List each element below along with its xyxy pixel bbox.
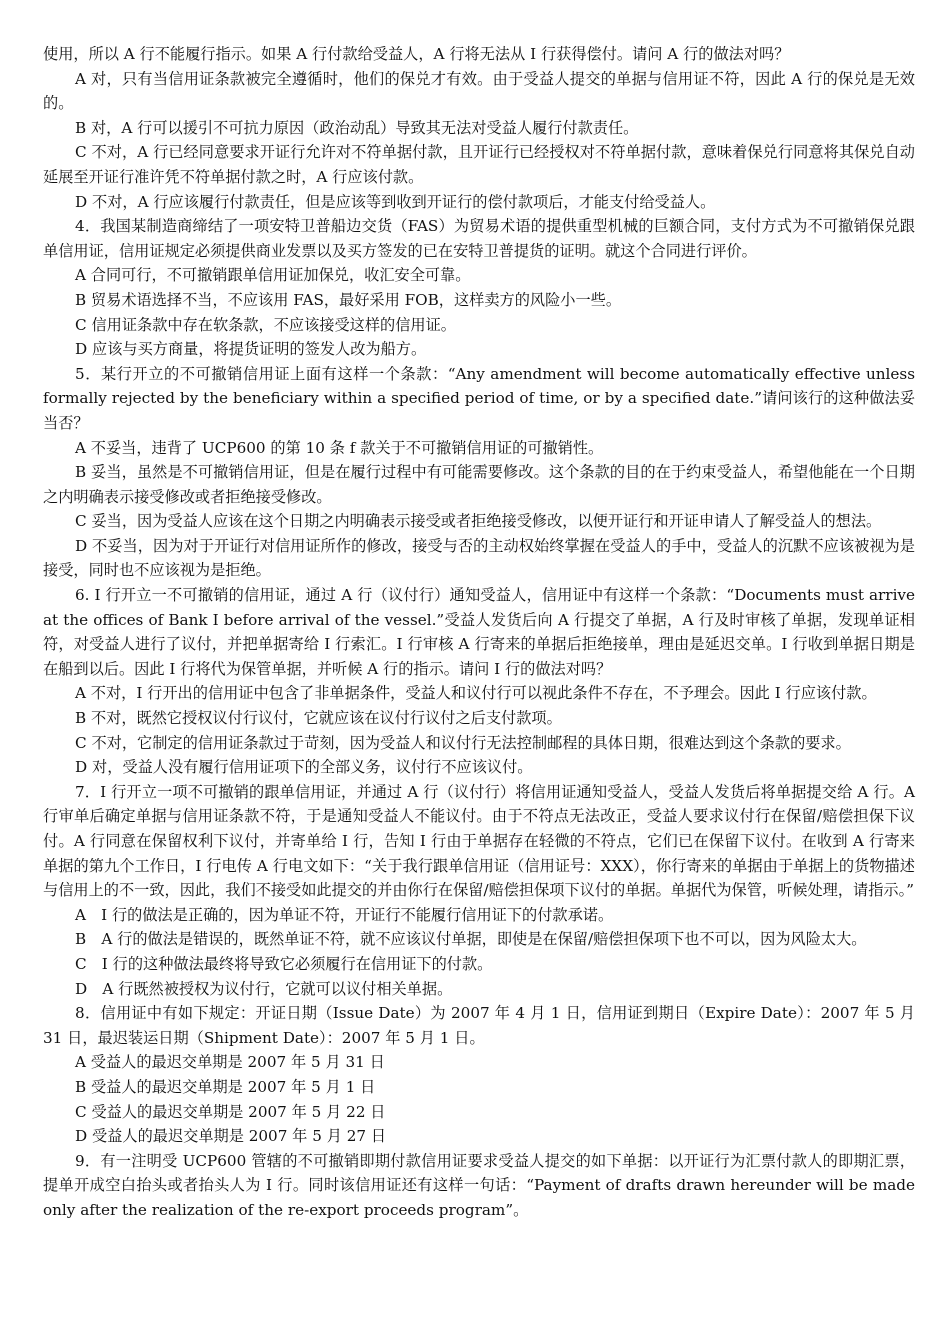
option-5a: A 不妥当，违背了 UCP600 的第 10 条 f 款关于不可撤销信用证的可撤销性。: [75, 438, 604, 457]
option-6c: C 不对，它制定的信用证条款过于苛刻，因为受益人和议付行无法控制邮程的具体日期，很难达到这个条款的要求。: [75, 733, 851, 752]
document-page: [43, 42, 915, 1223]
option-8c: C 受益人的最迟交单期是 2007 年 5 月 22 日: [75, 1102, 386, 1121]
option-7c: C I 行的这种做法最终将导致它必须履行在信用证下的付款。: [75, 954, 493, 973]
paragraph-continuation: 使用，所以 A 行不能履行指示。如果 A 行付款给受益人，A 行将无法从 I 行获得偿付。请问 A 行的做法对吗？: [43, 45, 790, 63]
option-4d: D 应该与买方商量，将提货证明的签发人改为船方。: [75, 340, 427, 359]
option-4b: B 贸易术语选择不当，不应该用 FAS，最好采用 FOB，这样卖方的风险小一些。: [75, 290, 622, 309]
question-7: 7．I 行开立一项不可撤销的跟单信用证，并通过 A 行（议付行）将信用证通知受益人，受益人发货后将单据提交给 A 行。A 行审单后确定单据与信用证条款不符，于是通知受益人不能议付。由于不符点无法改正，受益人要求议付行在保留/赔偿担保下议付。A 行同意在保留权利下议付，并寄单给 I 行，告知 I 行由于单据存在轻微的不符点，它们已在保留下议付。在收到 A 行寄来单据的第九个工作日，I 行电传 A 行电文如下：“关于我行跟单信用证（信用证号：XXX），你行寄来的单据由于单据上的货物描述与信用上的不一致，因此，我们不接受如此提交的并由你行在保留/赔偿担保项下议付的单据。单据代为保管，听候处理，请指示。”: [43, 782, 915, 900]
option-3b: B 对，A 行可以援引不可抗力原因（政治动乱）导致其无法对受益人履行付款责任。: [75, 118, 639, 137]
option-6d: D 对，受益人没有履行信用证项下的全部义务，议付行不应该议付。: [75, 758, 533, 777]
option-8b: B 受益人的最迟交单期是 2007 年 5 月 1 日: [75, 1077, 376, 1096]
option-5c: C 妥当，因为受益人应该在这个日期之内明确表示接受或者拒绝接受修改，以便开证行和开证申请人了解受益人的想法。: [75, 512, 882, 531]
option-4c: C 信用证条款中存在软条款，不应该接受这样的信用证。: [75, 315, 456, 334]
option-7b: B A 行的做法是错误的，既然单证不符，就不应该议付单据，即使是在保留/赔偿担保项下也不可以，因为风险太大。: [75, 930, 867, 949]
option-3d: D 不对，A 行应该履行付款责任，但是应该等到收到开证行的偿付款项后，才能支付给受益人。: [75, 192, 716, 211]
question-5: 5．某行开立的不可撤销信用证上面有这样一个条款：“Any amendment will become automatically effective unless formally rejected by the beneficiary within a specified period of time, or by a specified date.”请问该行的这种做法妥当否？: [43, 364, 915, 432]
option-3c: C 不对，A 行已经同意要求开证行允许对不符单据付款，且开证行已经授权对不符单据付款，意味着保兑行同意将其保兑自动延展至开证行准许凭不符单据付款之时，A 行应该付款。: [43, 143, 915, 186]
question-4: 4．我国某制造商缔结了一项安特卫普船边交货（FAS）为贸易术语的提供重型机械的巨额合同，支付方式为不可撤销保兑跟单信用证，信用证规定必须提供商业发票以及买方签发的已在安特卫普提货的证明。就这个合同进行评价。: [43, 217, 915, 260]
option-4a: A 合同可行，不可撤销跟单信用证加保兑，收汇安全可靠。: [75, 266, 471, 285]
question-9: 9．有一注明受 UCP600 管辖的不可撤销即期付款信用证要求受益人提交的如下单据：以开证行为汇票付款人的即期汇票，提单开成空白抬头或者抬头人为 I 行。同时该信用证还有这样一句话：“Payment of drafts drawn hereunder will be made only after the realization of the re-export proceeds program”。: [43, 1151, 915, 1219]
option-6b: B 不对，既然它授权议付行议付，它就应该在议付行议付之后支付款项。: [75, 709, 562, 728]
option-8d: D 受益人的最迟交单期是 2007 年 5 月 27 日: [75, 1127, 387, 1146]
option-5d: D 不妥当，因为对于开证行对信用证所作的修改，接受与否的主动权始终掌握在受益人的手中，受益人的沉默不应该被视为是接受，同时也不应该视为是拒绝。: [43, 536, 915, 580]
option-5b: B 妥当，虽然是不可撤销信用证，但是在履行过程中有可能需要修改。这个条款的目的在于约束受益人，希望他能在一个日期之内明确表示接受修改或者拒绝接受修改。: [43, 463, 915, 506]
option-6a: A 不对，I 行开出的信用证中包含了非单据条件，受益人和议付行可以视此条件不存在，不予理会。因此 I 行应该付款。: [75, 684, 877, 703]
question-6: 6. I 行开立一不可撤销的信用证，通过 A 行（议付行）通知受益人，信用证中有这样一个条款：“Documents must arrive at the offices of Bank I before arrival of the vessel.”受益人发货后向 A 行提交了单据，A 行及时审核了单据，发现单证相符，对受益人进行了议付，并把单据寄给 I 行索汇。I 行审核 A 行寄来的单据后拒绝接单，理由是延迟交单。I 行收到单据日期是在船到以后。因此 I 行将代为保管单据，并听候 A 行的指示。请问 I 行的做法对吗？: [43, 586, 915, 678]
option-7a: A I 行的做法是正确的，因为单证不符，开证行不能履行信用证下的付款承诺。: [75, 905, 614, 924]
question-8: 8．信用证中有如下规定：开证日期（Issue Date）为 2007 年 4 月 1 日，信用证到期日（Expire Date）：2007 年 5 月 31 日，最迟装运日期（Shipment Date）：2007 年 5 月 1 日。: [43, 1004, 915, 1047]
option-7d: D A 行既然被授权为议付行，它就可以议付相关单据。: [75, 979, 453, 998]
option-3a: A 对，只有当信用证条款被完全遵循时，他们的保兑才有效。由于受益人提交的单据与信用证不符，因此 A 行的保兑是无效的。: [43, 69, 915, 113]
option-8a: A 受益人的最迟交单期是 2007 年 5 月 31 日: [75, 1053, 385, 1072]
